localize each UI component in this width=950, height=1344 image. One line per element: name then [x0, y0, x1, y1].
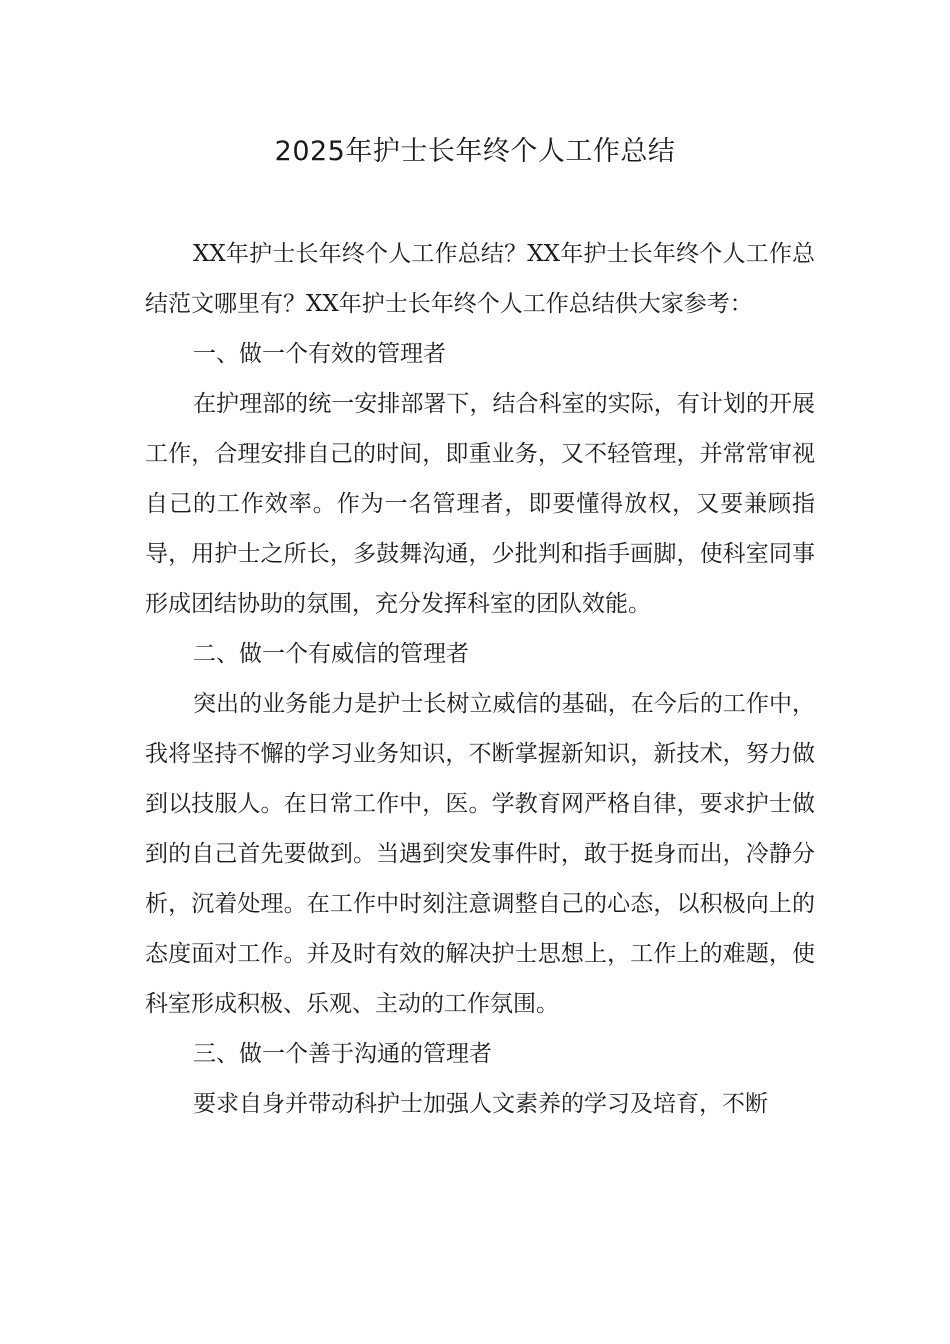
section-paragraph-3: 要求自身并带动科护士加强人文素养的学习及培育，不断 [193, 1091, 768, 1117]
section-paragraph-2: 突出的业务能力是护士长树立威信的基础，在今后的工作中，我将坚持不懈的学习业务知识，不断掌握新知识，新技术，努力做到以技服人。在日常工作中，医。学教育网严格自律，要求护士做到的自己首先要做到。当遇到突发事件时，敢于挺身而出，冷静分析，沉着处理。在工作中时刻注意调整自己的心态，以积极向上的态度面对工作。并及时有效的解决护士思想上，工作上的难题，使科室形成积极、乐观、主动的工作氛围。 [145, 691, 815, 1017]
section-heading-1: 一、做一个有效的管理者 [193, 341, 446, 367]
section-paragraph-1: 在护理部的统一安排部署下，结合科室的实际，有计划的开展工作，合理安排自己的时间，即重业务，又不轻管理，并常常审视自己的工作效率。作为一名管理者，即要懂得放权，又要兼顾指导，用护士之所长，多鼓舞沟通，少批判和指手画脚，使科室同事形成团结协助的氛围，充分发挥科室的团队效能。 [145, 391, 815, 617]
intro-paragraph: XX年护士长年终个人工作总结？XX年护士长年终个人工作总结范文哪里有？XX年护士长年终个人工作总结供大家参考： [145, 241, 815, 317]
section-heading-3: 三、做一个善于沟通的管理者 [193, 1041, 492, 1067]
section-heading-2: 二、做一个有威信的管理者 [193, 641, 469, 667]
document-title: 2025年护士长年终个人工作总结 [274, 136, 676, 167]
document-body [145, 229, 815, 1129]
